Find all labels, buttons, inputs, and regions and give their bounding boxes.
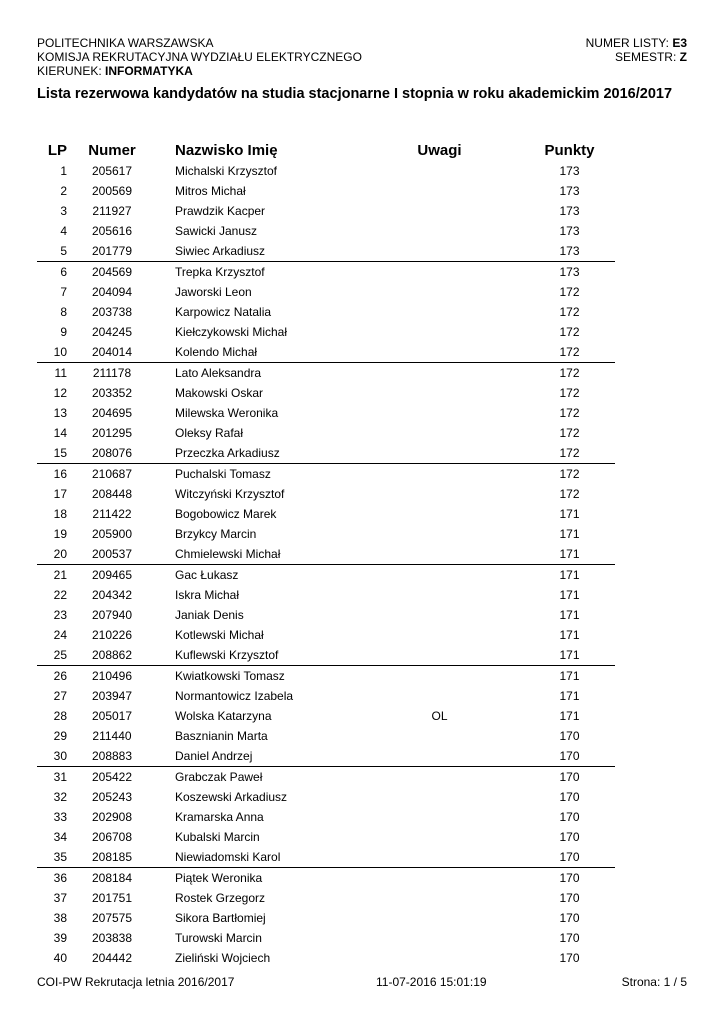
cell-points: 172 bbox=[559, 285, 580, 299]
cell-notes bbox=[355, 181, 524, 201]
cell-notes: OL bbox=[431, 709, 448, 723]
cell-name: Piątek Weronika bbox=[175, 871, 263, 885]
cell-notes bbox=[355, 948, 524, 968]
footer-page: Strona: 1 / 5 bbox=[621, 975, 687, 989]
cell-name: Sawicki Janusz bbox=[175, 224, 258, 238]
cell-notes bbox=[355, 201, 524, 221]
cell-notes bbox=[355, 847, 524, 868]
table-row bbox=[37, 827, 615, 847]
table-row bbox=[37, 322, 615, 342]
page-title: Lista rezerwowa kandydatów na studia stacjonarne I stopnia w roku akademickim 2016/2017 bbox=[37, 86, 673, 102]
cell-notes bbox=[355, 686, 524, 706]
table-row bbox=[37, 605, 615, 625]
cell-points: 171 bbox=[559, 527, 580, 541]
table-row bbox=[37, 666, 615, 687]
cell-lp: 15 bbox=[37, 443, 67, 464]
cell-lp: 38 bbox=[53, 911, 67, 925]
cell-number: 211178 bbox=[92, 366, 132, 380]
cell-lp: 5 bbox=[37, 241, 67, 262]
cell-notes bbox=[355, 928, 524, 948]
table-row bbox=[37, 524, 615, 544]
cell-lp: 16 bbox=[53, 467, 67, 481]
cell-name: Siwiec Arkadiusz bbox=[157, 241, 355, 262]
cell-lp: 23 bbox=[53, 608, 67, 622]
cell-name: Kiełczykowski Michał bbox=[175, 325, 288, 339]
cell-points: 171 bbox=[524, 544, 615, 565]
cell-lp: 33 bbox=[53, 810, 67, 824]
cell-name: Michalski Krzysztof bbox=[175, 164, 278, 178]
cell-number: 204695 bbox=[91, 406, 133, 420]
cell-number: 205616 bbox=[91, 224, 133, 238]
cell-points: 172 bbox=[559, 426, 580, 440]
cell-points: 170 bbox=[559, 931, 580, 945]
cell-lp: 40 bbox=[53, 951, 67, 965]
cell-number: 204245 bbox=[91, 325, 133, 339]
university-name: POLITECHNIKA WARSZAWSKA bbox=[37, 36, 214, 50]
cell-notes bbox=[355, 807, 524, 827]
header-left bbox=[37, 36, 362, 78]
list-number-label: NUMER LISTY: bbox=[585, 36, 673, 50]
cell-notes bbox=[355, 342, 524, 363]
cell-name: Gac Łukasz bbox=[175, 568, 239, 582]
cell-points: 171 bbox=[559, 669, 580, 683]
cell-notes bbox=[355, 565, 524, 586]
table-row bbox=[37, 221, 615, 241]
table-row bbox=[37, 302, 615, 322]
cell-points: 172 bbox=[559, 305, 580, 319]
cell-lp: 37 bbox=[53, 891, 67, 905]
cell-number: 203738 bbox=[91, 305, 133, 319]
cell-notes bbox=[355, 221, 524, 241]
cell-name: Lato Aleksandra bbox=[175, 366, 262, 380]
semester bbox=[586, 50, 687, 64]
cell-lp: 11 bbox=[54, 366, 67, 380]
table-row bbox=[37, 726, 615, 746]
table-row bbox=[37, 504, 615, 524]
cell-points: 172 bbox=[559, 325, 580, 339]
cell-notes bbox=[355, 443, 524, 464]
cell-points: 173 bbox=[524, 241, 615, 262]
table-row bbox=[37, 928, 615, 948]
cell-name: Sikora Bartłomiej bbox=[175, 911, 266, 925]
cell-points: 170 bbox=[559, 891, 580, 905]
cell-name: Normantowicz Izabela bbox=[175, 689, 294, 703]
cell-lp: 31 bbox=[53, 770, 67, 784]
cell-lp: 22 bbox=[53, 588, 67, 602]
cell-points: 173 bbox=[559, 164, 580, 178]
cell-name: Daniel Andrzej bbox=[157, 746, 355, 767]
cell-number: 210496 bbox=[91, 669, 133, 683]
cell-lp: 30 bbox=[37, 746, 67, 767]
cell-lp: 29 bbox=[53, 729, 67, 743]
cell-points: 172 bbox=[524, 342, 615, 363]
cell-name: Turowski Marcin bbox=[175, 931, 262, 945]
cell-notes bbox=[355, 827, 524, 847]
cell-notes bbox=[355, 504, 524, 524]
cell-number: 205617 bbox=[91, 164, 133, 178]
list-number bbox=[586, 36, 687, 50]
cell-points: 170 bbox=[559, 951, 580, 965]
table-row bbox=[37, 262, 615, 283]
cell-notes bbox=[355, 666, 524, 687]
cell-notes bbox=[355, 767, 524, 788]
cell-name: Chmielewski Michał bbox=[157, 544, 355, 565]
cell-notes bbox=[355, 282, 524, 302]
cell-name: Janiak Denis bbox=[175, 608, 244, 622]
cell-number: 204014 bbox=[67, 342, 157, 363]
cell-lp: 26 bbox=[53, 669, 67, 683]
cell-number: 208883 bbox=[67, 746, 157, 767]
cell-number: 208862 bbox=[67, 645, 157, 666]
cell-lp: 20 bbox=[37, 544, 67, 565]
cell-points: 170 bbox=[559, 830, 580, 844]
table-row bbox=[37, 645, 615, 666]
cell-name: Makowski Oskar bbox=[175, 386, 264, 400]
cell-points: 170 bbox=[559, 810, 580, 824]
cell-notes bbox=[355, 363, 524, 384]
cell-lp: 35 bbox=[37, 847, 67, 868]
committee-name: KOMISJA REKRUTACYJNA WYDZIAŁU ELEKTRYCZNEGO bbox=[37, 50, 362, 64]
table-row bbox=[37, 908, 615, 928]
cell-number: 201751 bbox=[91, 891, 133, 905]
cell-name: Kuflewski Krzysztof bbox=[157, 645, 355, 666]
cell-name: Kwiatkowski Tomasz bbox=[175, 669, 285, 683]
cell-name: Puchalski Tomasz bbox=[175, 467, 271, 481]
cell-name: Niewiadomski Karol bbox=[157, 847, 355, 868]
cell-points: 170 bbox=[559, 770, 580, 784]
cell-notes bbox=[355, 524, 524, 544]
footer-timestamp: 11-07-2016 15:01:19 bbox=[376, 975, 487, 989]
cell-lp: 6 bbox=[60, 265, 67, 279]
column-header-number: Numer bbox=[88, 141, 136, 159]
candidates-table bbox=[37, 139, 615, 968]
cell-name: Zieliński Wojciech bbox=[175, 951, 271, 965]
semester-value: Z bbox=[679, 50, 687, 64]
table-row bbox=[37, 403, 615, 423]
cell-lp: 25 bbox=[37, 645, 67, 666]
cell-lp: 4 bbox=[60, 224, 67, 238]
cell-lp: 19 bbox=[53, 527, 67, 541]
footer-system: COI-PW Rekrutacja letnia 2016/2017 bbox=[37, 975, 235, 989]
cell-number: 207575 bbox=[91, 911, 133, 925]
cell-name: Przeczka Arkadiusz bbox=[157, 443, 355, 464]
cell-points: 171 bbox=[559, 568, 580, 582]
cell-points: 171 bbox=[559, 507, 580, 521]
cell-points: 172 bbox=[559, 406, 580, 420]
cell-name: Kolendo Michał bbox=[157, 342, 355, 363]
cell-points: 173 bbox=[559, 184, 580, 198]
cell-name: Rostek Grzegorz bbox=[175, 891, 266, 905]
cell-notes bbox=[355, 908, 524, 928]
cell-name: Kotlewski Michał bbox=[175, 628, 264, 642]
table-row bbox=[37, 241, 615, 262]
cell-points: 170 bbox=[559, 790, 580, 804]
table-row bbox=[37, 585, 615, 605]
cell-points: 173 bbox=[559, 265, 580, 279]
table-row bbox=[37, 383, 615, 403]
cell-lp: 1 bbox=[60, 164, 67, 178]
cell-points: 172 bbox=[559, 487, 580, 501]
cell-lp: 34 bbox=[53, 830, 67, 844]
cell-number: 207940 bbox=[91, 608, 133, 622]
cell-number: 204442 bbox=[91, 951, 133, 965]
cell-lp: 14 bbox=[53, 426, 67, 440]
cell-lp: 36 bbox=[53, 871, 67, 885]
semester-label: SEMESTR: bbox=[614, 50, 680, 64]
cell-points: 170 bbox=[524, 746, 615, 767]
table-row bbox=[37, 443, 615, 464]
cell-lp: 32 bbox=[53, 790, 67, 804]
cell-points: 171 bbox=[559, 608, 580, 622]
cell-name: Bogobowicz Marek bbox=[175, 507, 277, 521]
cell-lp: 9 bbox=[60, 325, 67, 339]
cell-notes bbox=[355, 403, 524, 423]
cell-notes bbox=[355, 625, 524, 645]
cell-name: Trepka Krzysztof bbox=[175, 265, 265, 279]
cell-name: Karpowicz Natalia bbox=[175, 305, 272, 319]
cell-lp: 12 bbox=[53, 386, 67, 400]
cell-points: 170 bbox=[524, 847, 615, 868]
cell-notes bbox=[355, 161, 524, 181]
cell-number: 209465 bbox=[91, 568, 133, 582]
cell-notes bbox=[355, 241, 524, 262]
column-header-name: Nazwisko Imię bbox=[175, 141, 278, 159]
cell-lp: 21 bbox=[53, 568, 67, 582]
cell-lp: 39 bbox=[53, 931, 67, 945]
cell-points: 171 bbox=[559, 689, 580, 703]
cell-points: 171 bbox=[524, 645, 615, 666]
table-row bbox=[37, 161, 615, 181]
cell-notes bbox=[355, 605, 524, 625]
cell-points: 173 bbox=[559, 204, 580, 218]
field-of-study bbox=[37, 64, 362, 78]
cell-number: 210226 bbox=[91, 628, 133, 642]
cell-name: Kramarska Anna bbox=[175, 810, 264, 824]
cell-number: 202908 bbox=[91, 810, 133, 824]
table-row bbox=[37, 282, 615, 302]
cell-points: 171 bbox=[559, 588, 580, 602]
cell-number: 201779 bbox=[67, 241, 157, 262]
cell-notes bbox=[355, 544, 524, 565]
column-header-notes: Uwagi bbox=[417, 141, 462, 159]
cell-name: Kubalski Marcin bbox=[175, 830, 260, 844]
field-value: INFORMATYKA bbox=[105, 64, 193, 78]
cell-lp: 28 bbox=[53, 709, 67, 723]
cell-points: 170 bbox=[559, 911, 580, 925]
cell-notes bbox=[355, 262, 524, 283]
table-row bbox=[37, 948, 615, 968]
cell-points: 172 bbox=[559, 386, 580, 400]
cell-lp: 10 bbox=[37, 342, 67, 363]
cell-notes bbox=[355, 888, 524, 908]
cell-points: 172 bbox=[559, 467, 580, 481]
field-label: KIERUNEK: bbox=[37, 64, 106, 78]
cell-name: Witczyński Krzysztof bbox=[175, 487, 285, 501]
column-header-lp: LP bbox=[47, 141, 67, 159]
cell-points: 173 bbox=[559, 224, 580, 238]
table-row bbox=[37, 181, 615, 201]
table-row bbox=[37, 746, 615, 767]
cell-points: 171 bbox=[559, 709, 580, 723]
cell-number: 200537 bbox=[67, 544, 157, 565]
column-header-points: Punkty bbox=[544, 141, 595, 159]
cell-lp: 17 bbox=[53, 487, 67, 501]
cell-points: 171 bbox=[559, 628, 580, 642]
cell-number: 208448 bbox=[91, 487, 133, 501]
table-row bbox=[37, 565, 615, 586]
cell-number: 203947 bbox=[91, 689, 133, 703]
table-row bbox=[37, 807, 615, 827]
cell-notes bbox=[355, 787, 524, 807]
cell-number: 203838 bbox=[91, 931, 133, 945]
table-row bbox=[37, 201, 615, 221]
cell-lp: 18 bbox=[53, 507, 67, 521]
cell-name: Grabczak Paweł bbox=[175, 770, 263, 784]
table-row bbox=[37, 423, 615, 443]
cell-number: 208184 bbox=[91, 871, 133, 885]
cell-name: Oleksy Rafał bbox=[175, 426, 244, 440]
cell-notes bbox=[355, 464, 524, 485]
table-row bbox=[37, 868, 615, 889]
cell-name: Prawdzik Kacper bbox=[175, 204, 266, 218]
cell-number: 208076 bbox=[67, 443, 157, 464]
cell-number: 210687 bbox=[91, 467, 133, 481]
cell-lp: 3 bbox=[60, 204, 67, 218]
cell-notes bbox=[355, 322, 524, 342]
cell-number: 203352 bbox=[91, 386, 133, 400]
cell-number: 211927 bbox=[92, 204, 132, 218]
cell-number: 206708 bbox=[91, 830, 133, 844]
table-row bbox=[37, 544, 615, 565]
cell-lp: 8 bbox=[60, 305, 67, 319]
cell-number: 205422 bbox=[91, 770, 133, 784]
cell-number: 200569 bbox=[91, 184, 133, 198]
list-number-value: E3 bbox=[672, 36, 687, 50]
table-row bbox=[37, 847, 615, 868]
cell-points: 170 bbox=[559, 871, 580, 885]
cell-notes bbox=[355, 484, 524, 504]
cell-notes bbox=[355, 383, 524, 403]
cell-notes bbox=[355, 868, 524, 889]
cell-number: 205900 bbox=[91, 527, 133, 541]
cell-name: Milewska Weronika bbox=[175, 406, 279, 420]
table-row bbox=[37, 342, 615, 363]
cell-number: 211440 bbox=[92, 729, 132, 743]
header-right bbox=[586, 36, 687, 64]
cell-notes bbox=[355, 423, 524, 443]
table-row bbox=[37, 363, 615, 384]
cell-notes bbox=[355, 645, 524, 666]
cell-lp: 24 bbox=[53, 628, 67, 642]
cell-number: 205017 bbox=[91, 709, 133, 723]
cell-points: 172 bbox=[524, 443, 615, 464]
cell-number: 211422 bbox=[92, 507, 132, 521]
cell-lp: 27 bbox=[53, 689, 67, 703]
cell-name: Brzykcy Marcin bbox=[175, 527, 257, 541]
cell-lp: 13 bbox=[53, 406, 67, 420]
cell-name: Wolska Katarzyna bbox=[175, 709, 272, 723]
cell-lp: 2 bbox=[60, 184, 67, 198]
cell-number: 204342 bbox=[91, 588, 133, 602]
cell-name: Iskra Michał bbox=[175, 588, 240, 602]
cell-points: 170 bbox=[559, 729, 580, 743]
cell-points: 172 bbox=[559, 366, 580, 380]
cell-lp: 7 bbox=[60, 285, 67, 299]
table-row bbox=[37, 767, 615, 788]
table-row bbox=[37, 706, 615, 726]
table-row bbox=[37, 464, 615, 485]
cell-number: 204094 bbox=[91, 285, 133, 299]
cell-notes bbox=[355, 585, 524, 605]
cell-number: 205243 bbox=[91, 790, 133, 804]
cell-notes bbox=[355, 302, 524, 322]
cell-number: 201295 bbox=[91, 426, 133, 440]
table-row bbox=[37, 787, 615, 807]
cell-name: Basznianin Marta bbox=[175, 729, 268, 743]
cell-notes bbox=[355, 746, 524, 767]
table-row bbox=[37, 888, 615, 908]
table-row bbox=[37, 625, 615, 645]
table-header-row bbox=[37, 139, 615, 161]
table-row bbox=[37, 484, 615, 504]
cell-number: 204569 bbox=[91, 265, 133, 279]
cell-name: Koszewski Arkadiusz bbox=[175, 790, 288, 804]
table-row bbox=[37, 686, 615, 706]
cell-name: Jaworski Leon bbox=[175, 285, 252, 299]
cell-number: 208185 bbox=[67, 847, 157, 868]
cell-name: Mitros Michał bbox=[175, 184, 246, 198]
cell-notes bbox=[355, 726, 524, 746]
